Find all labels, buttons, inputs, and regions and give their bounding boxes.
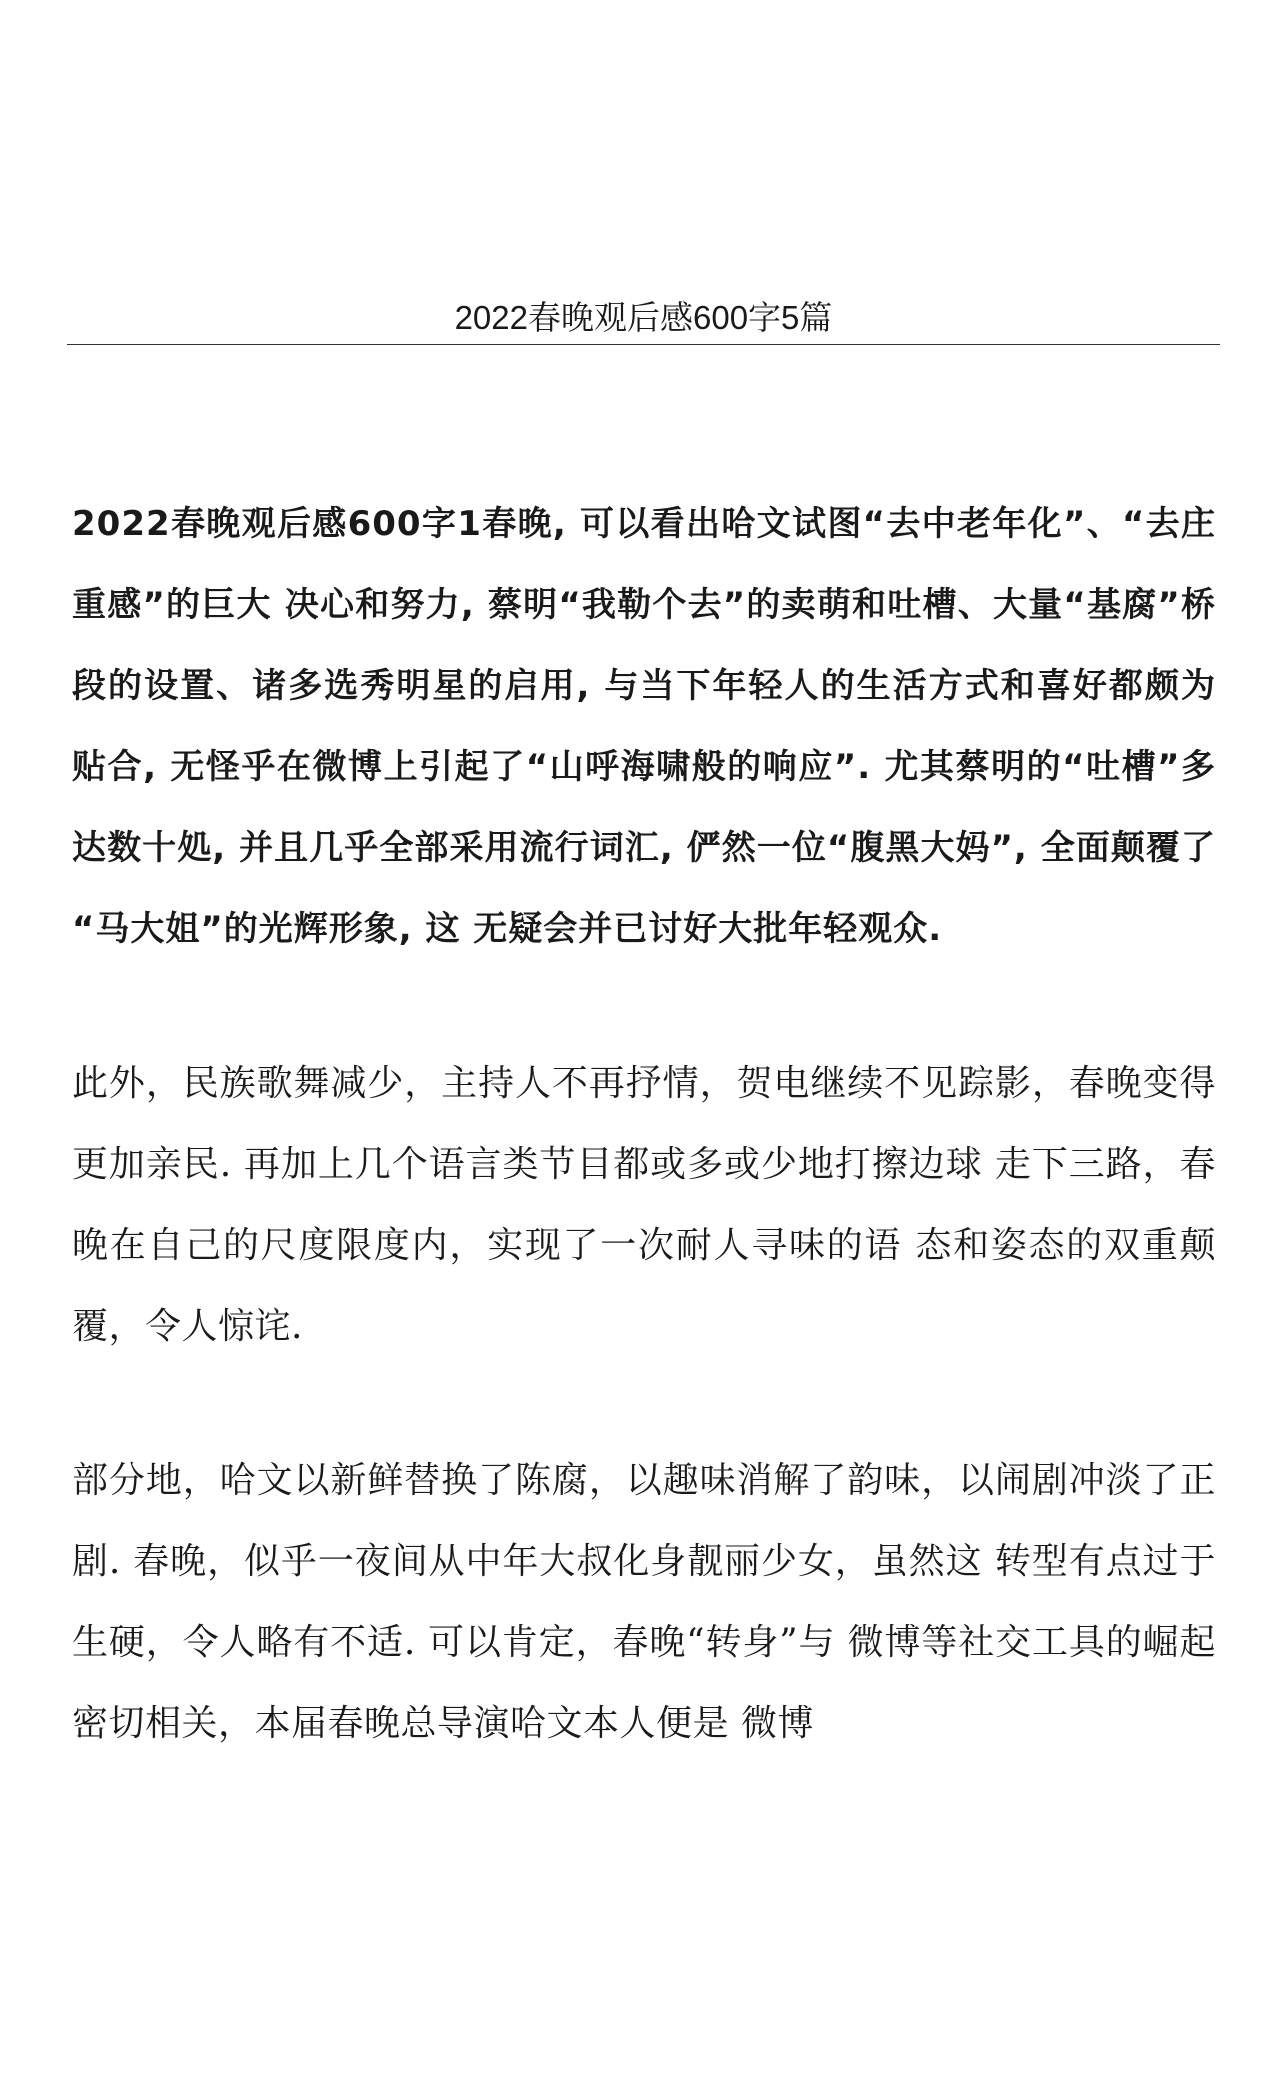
paragraph-2: 此外，民族歌舞减少，主持人不再抒情，贺电继续不见踪影，春晚变得更加亲民. 再加上几个语言类节目都或多或少地打擦边球 走下三路，春晚在自己的尺度限度内，实现了一次耐人寻味的语 态和姿态的双重颠覆，令人惊诧. xyxy=(72,1063,1216,1347)
document-body xyxy=(72,484,1216,1764)
paragraph-3: 部分地，哈文以新鲜替换了陈腐，以趣味消解了韵味，以闹剧冲淡了正剧. 春晚，似乎一夜间从中年大叔化身靓丽少女，虽然这 转型有点过于生硬，令人略有不适. 可以肯定，春晚“转身”与 微博等社交工具的崛起密切相关，本届春晚总导演哈文本人便是 微博 xyxy=(72,1460,1216,1744)
document-header xyxy=(67,296,1220,345)
paragraph-1: 2022春晚观后感600字1春晚, 可以看出哈文试图“去中老年化”、“去庄重感”的巨大 决心和努力, 蔡明“我勒个去”的卖萌和吐槽、大量“基腐”桥 段的设置、诸多选秀明星的启用, 与当下年轻人的生活方式和喜好都颇为贴合, 无怪乎在微博上引起了“山呼海啸般的响应”. 尤其蔡明的“吐槽”多达数十処, 并且几乎全部采用流行词汇, 俨然一位“腹黑大妈”, 全面颠覆了 “马大姐”的光辉形象, 这 无疑会并已讨好大批年轻观众. xyxy=(72,504,1216,949)
document-title: 2022春晚观后感600字5篇 xyxy=(454,299,833,336)
